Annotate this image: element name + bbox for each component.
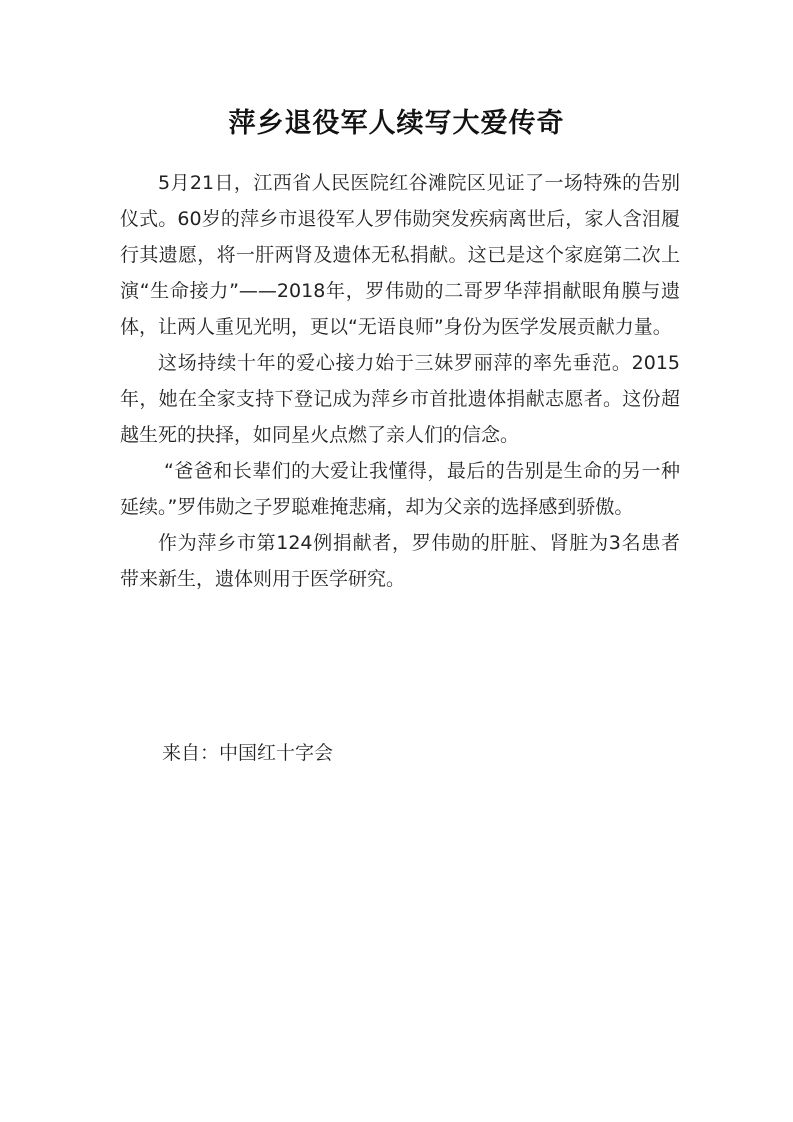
article-body <box>120 165 680 597</box>
paragraph-1: 5月21日，江西省人民医院红谷滩院区见证了一场特殊的告别仪式。60岁的萍乡市退役军人罗伟勋突发疾病离世后，家人含泪履行其遗愿，将一肝两肾及遗体无私捐献。这已是这个家庭第二次上演“生命接力”——2018年，罗伟勋的二哥罗华萍捐献眼角膜与遗体，让两人重见光明，更以“无语良师”身份为医学发展贡献力量。 <box>120 172 680 338</box>
paragraph-3: “爸爸和长辈们的大爱让我懂得，最后的告别是生命的另一种延续。”罗伟勋之子罗聪难掩悲痛，却为父亲的选择感到骄傲。 <box>120 460 680 518</box>
article-source: 来自：中国红十字会 <box>162 742 334 764</box>
paragraph-4: 作为萍乡市第124例捐献者，罗伟勋的肝脏、肾脏为3名患者带来新生，遗体则用于医学研究。 <box>120 532 680 590</box>
article-title: 萍乡退役军人续写大爱传奇 <box>228 108 565 139</box>
paragraph-2: 这场持续十年的爱心接力始于三妹罗丽萍的率先垂范。2015年，她在全家支持下登记成为萍乡市首批遗体捐献志愿者。这份超越生死的抉择，如同星火点燃了亲人们的信念。 <box>120 352 680 446</box>
